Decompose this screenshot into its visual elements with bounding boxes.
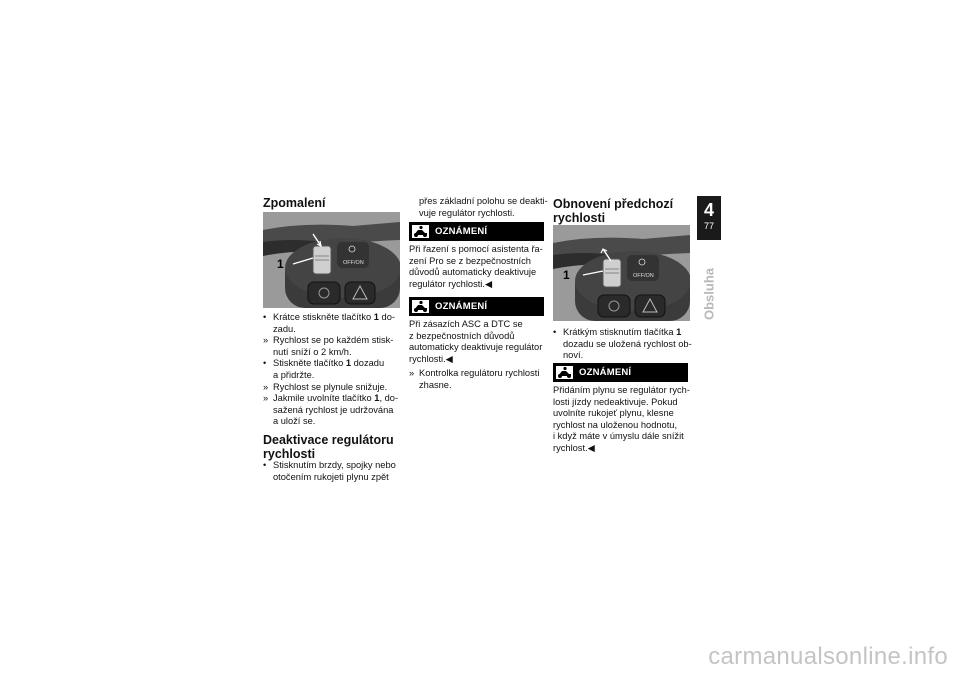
step-callout-ref: 1 bbox=[676, 327, 682, 337]
handlebar-switch-illustration bbox=[263, 212, 400, 308]
bullet-marker: • bbox=[553, 327, 557, 337]
heading-deaktivace: Deaktivace regulátoru rychlosti bbox=[263, 433, 394, 461]
notice-label-1: OZNÁMENÍ bbox=[435, 226, 488, 237]
notice-banner-2 bbox=[409, 297, 544, 316]
step-text: Rychlost se plynule snižuje. bbox=[273, 381, 388, 392]
list-item bbox=[263, 312, 403, 335]
step-text-cont: zhasne. bbox=[419, 379, 452, 390]
step-text: Rychlost se po každém stisk- bbox=[273, 335, 394, 346]
handlebar-switch-illustration bbox=[553, 225, 690, 321]
step-callout-ref: 1 bbox=[345, 358, 352, 369]
chapter-number: 4 bbox=[703, 200, 714, 220]
motorcycle-rider-icon bbox=[556, 366, 573, 379]
step-text: do- bbox=[378, 312, 395, 322]
page-number: 77 bbox=[703, 221, 714, 231]
obnoveni-steps bbox=[553, 327, 693, 362]
list-item bbox=[263, 393, 403, 428]
notice-banner-3 bbox=[553, 363, 688, 382]
bullet-marker: • bbox=[263, 460, 267, 470]
callout-1: 1 bbox=[277, 257, 284, 271]
deaktivace-continuation: přes základní polohu se deakti- vuje regulátor rychlosti. bbox=[419, 196, 548, 218]
callout-2: 1 bbox=[563, 268, 570, 282]
section-side-label-text: Obsluha bbox=[701, 267, 717, 321]
result-marker: » bbox=[409, 368, 415, 378]
list-item bbox=[409, 368, 549, 391]
motorcycle-rider-icon bbox=[412, 300, 429, 313]
motorcycle-rider-icon bbox=[412, 225, 429, 238]
step-text-cont: dozadu se uložená rychlost ob- noví. bbox=[563, 338, 692, 361]
list-item bbox=[263, 382, 403, 394]
deaktivace-check bbox=[409, 368, 549, 391]
zpomaleni-steps bbox=[263, 312, 403, 428]
result-marker: » bbox=[263, 381, 269, 392]
step-text-cont: sažená rychlost je udržována a uloží se. bbox=[273, 404, 394, 427]
heading-zpomaleni: Zpomalení bbox=[263, 196, 326, 210]
handlebar-switch-figure-2 bbox=[553, 225, 690, 321]
deaktivace-steps bbox=[263, 460, 403, 483]
notice-banner-1 bbox=[409, 222, 544, 241]
step-text-cont: zadu. bbox=[273, 323, 296, 334]
bullet-marker: • bbox=[263, 312, 267, 322]
handlebar-switch-figure-1 bbox=[263, 212, 400, 308]
step-text: Jakmile uvolníte tlačítko bbox=[273, 393, 375, 404]
notice-label-3: OZNÁMENÍ bbox=[579, 367, 632, 378]
step-text: Kontrolka regulátoru rychlosti bbox=[419, 368, 540, 378]
list-item bbox=[263, 460, 403, 483]
step-text-cont: nutí sníží o 2 km/h. bbox=[273, 346, 352, 357]
switch-label-1: OFF/ON bbox=[343, 260, 364, 266]
chapter-tab bbox=[697, 196, 721, 240]
notice-text-2: Při zásazích ASC a DTC se z bezpečnostních důvodů automaticky deaktivuje regulátor rychlosti.◀ bbox=[409, 319, 543, 364]
step-text: Stisknutím brzdy, spojky nebo bbox=[273, 460, 396, 470]
result-marker: » bbox=[263, 335, 269, 346]
notice-text-3: Přidáním plynu se regulátor rych- losti jízdy nedeaktivuje. Pokud uvolníte rukojeť plynu, klesne rychlost na uloženou hodnotu, i když máte v úmyslu dále snížit rychlost.◀ bbox=[553, 385, 690, 453]
list-item bbox=[553, 327, 693, 362]
step-text: dozadu bbox=[351, 358, 385, 369]
switch-label-2: OFF/ON bbox=[633, 273, 654, 279]
step-text-cont: a přidržte. bbox=[273, 369, 315, 380]
step-text: Stiskněte tlačítko bbox=[273, 358, 346, 369]
section-side-label bbox=[686, 252, 732, 336]
watermark: carmanualsonline.info bbox=[708, 643, 948, 670]
step-text-cont: otočením rukojeti plynu zpět bbox=[273, 471, 389, 482]
notice-text-1: Při řazení s pomocí asistenta řa- zení Pro se z bezpečnostních důvodů automaticky deaktivuje regulátor rychlosti.◀ bbox=[409, 244, 543, 289]
heading-obnoveni: Obnovení předchozí rychlosti bbox=[553, 197, 674, 225]
step-callout-ref: 1 bbox=[373, 312, 379, 322]
step-text: Krátce stiskněte tlačítko bbox=[273, 312, 374, 322]
step-text: Krátkým stisknutím tlačítka bbox=[563, 327, 677, 337]
result-marker: » bbox=[263, 393, 269, 404]
step-callout-ref: 1 bbox=[374, 393, 380, 404]
notice-label-2: OZNÁMENÍ bbox=[435, 301, 488, 312]
bullet-marker: • bbox=[263, 358, 267, 369]
list-item bbox=[263, 335, 403, 358]
list-item bbox=[263, 358, 403, 381]
step-text: , do- bbox=[379, 393, 399, 404]
